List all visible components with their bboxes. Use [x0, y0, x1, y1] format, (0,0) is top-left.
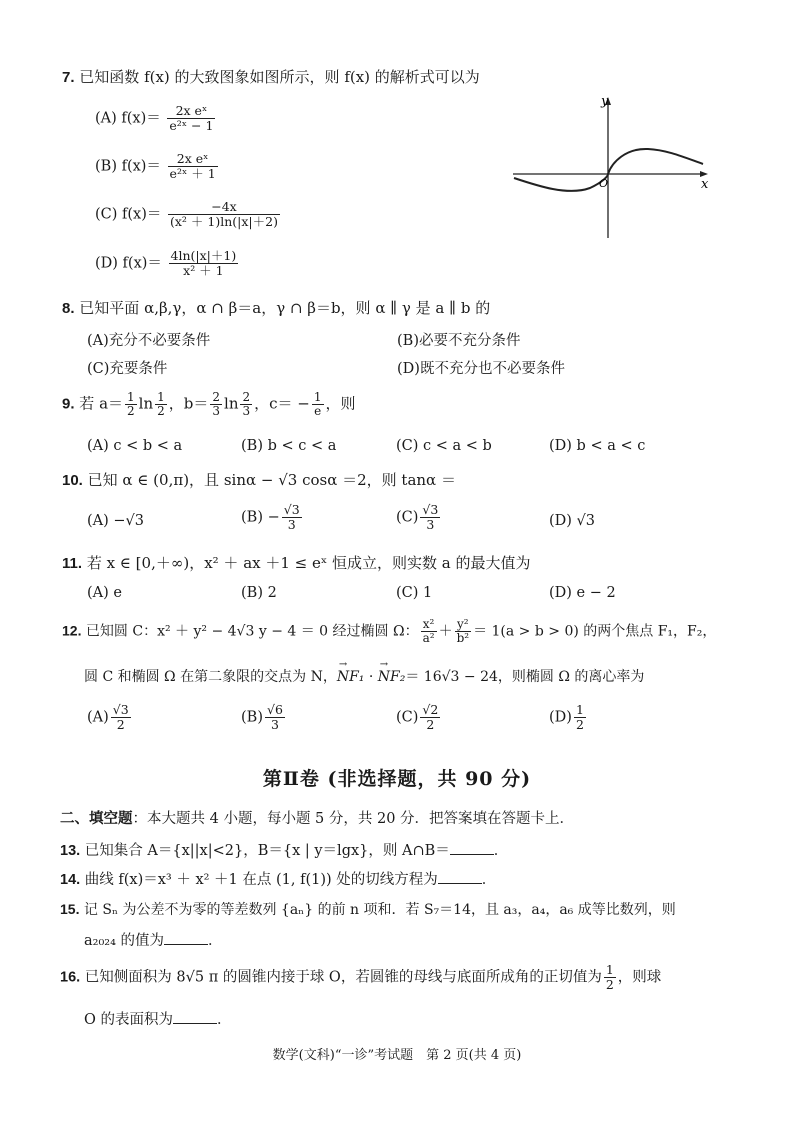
- q12-fx-den: a²: [422, 631, 435, 646]
- q12-plus: ＋: [438, 623, 453, 640]
- q9-number: 9.: [62, 395, 75, 413]
- q8-number: 8.: [62, 300, 75, 317]
- part2-heading: [60, 812, 574, 827]
- q7-option-b-num: 2x eˣ: [168, 152, 218, 167]
- y-axis-label: y: [601, 94, 609, 109]
- q8-option-d: (D)既不充分也不必要条件: [397, 361, 565, 377]
- q10-option-b-label: (B) −: [241, 509, 280, 526]
- q12-option-b-label: (B): [241, 709, 263, 726]
- q7-function-graph: [508, 92, 713, 242]
- q12-dot: ·: [364, 669, 378, 685]
- q14-text: 曲线 f(x)＝x³ ＋ x² ＋1 在点 (1, f(1)) 处的切线方程为: [84, 872, 438, 888]
- q16-frac-den: 2: [605, 976, 614, 992]
- q12-option-b: [241, 703, 287, 732]
- q9-frac2-num: 1: [157, 390, 165, 404]
- q9-option-a: (A) c < b < a: [87, 438, 183, 454]
- q15-answer-blank[interactable]: [164, 932, 208, 945]
- q9-frac5-num: 1: [313, 390, 322, 404]
- q9-option-b: (B) b < c < a: [241, 438, 337, 454]
- q12-vector-nf2: → NF₂: [378, 670, 406, 684]
- q10-option-c-num: √3: [422, 502, 439, 517]
- q7-stem: [62, 70, 480, 85]
- q15-end: ．: [208, 933, 223, 949]
- q7-number: 7.: [62, 69, 75, 86]
- q11-option-d: (D) e − 2: [549, 585, 616, 601]
- q12-option-d-num: 1: [575, 702, 584, 717]
- q10-option-d: (D) √3: [549, 513, 596, 529]
- q9-frac4-den: 3: [242, 404, 251, 419]
- q12-fy-num: y²: [455, 618, 472, 632]
- q9-ln2: ln: [224, 394, 239, 413]
- q10-option-a: (A) −√3: [87, 513, 145, 529]
- q16-text-b: ，则球: [617, 969, 662, 986]
- q9-option-d: (D) b < a < c: [549, 438, 646, 454]
- q12-number: 12.: [62, 622, 82, 639]
- q9-frac2-den: 2: [157, 404, 165, 419]
- q7-option-d: [95, 249, 240, 278]
- q10-text: 已知 α ∈ (0,π)，且 sinα − √3 cosα ＝2，则 tanα ＝: [87, 471, 456, 489]
- q8-option-c: (C)充要条件: [87, 361, 168, 377]
- q10-option-c: [396, 503, 442, 532]
- q13-end: ．: [493, 843, 509, 859]
- q7-option-c-num: −4x: [168, 200, 280, 215]
- q12-option-d-den: 2: [575, 716, 584, 732]
- q7-option-a: [95, 104, 217, 133]
- q12-option-a-den: 2: [116, 716, 125, 732]
- q16-frac-num: 1: [605, 962, 614, 977]
- q12-option-b-num: √6: [266, 702, 283, 717]
- q9-frac1-den: 2: [127, 404, 135, 419]
- q12-line1: [62, 618, 716, 645]
- q9-frac5-den: e: [314, 404, 322, 419]
- q9-frac3-num: 2: [212, 390, 221, 404]
- q8-option-a: (A)充分不必要条件: [87, 333, 211, 349]
- q11-option-b: (B) 2: [241, 585, 277, 601]
- q15-text-2: a₂₀₂₄ 的值为: [84, 933, 165, 949]
- q12-option-d-label: (D): [549, 709, 572, 726]
- q16-number: 16.: [60, 969, 81, 986]
- q14-number: 14.: [60, 872, 81, 888]
- q13-answer-blank[interactable]: [450, 842, 494, 855]
- q14: [60, 871, 496, 888]
- q7-option-c: [95, 200, 282, 229]
- q10-option-b: [241, 503, 304, 532]
- q10-stem: [62, 473, 456, 488]
- q9-ln1: ln: [138, 394, 154, 413]
- q9-frac4-num: 2: [242, 390, 251, 404]
- q7-text: 已知函数 f(x) 的大致图象如图所示，则 f(x) 的解析式可以为: [79, 68, 480, 86]
- q10-number: 10.: [62, 472, 83, 489]
- q8-option-b: (B)必要不充分条件: [397, 333, 521, 349]
- section-2-title: 第Ⅱ卷 (非选择题，共 90 分): [262, 768, 532, 790]
- q12-line2-a: 圆 C 和椭圆 Ω 在第二象限的交点为 N，: [84, 669, 337, 685]
- q7-option-c-label: (C) f(x)＝: [95, 206, 162, 223]
- q7-option-d-den: x² ＋ 1: [183, 262, 224, 278]
- q8-text: 已知平面 α,β,γ，α ∩ β＝a，γ ∩ β＝b，则 α ∥ γ 是 a ∥ b 的: [79, 299, 491, 317]
- q11-text: 若 x ∈ [0,＋∞)，x² ＋ ax ＋1 ≤ eˣ 恒成立，则实数 a 的最大值为: [86, 554, 531, 572]
- q10-option-c-label: (C): [396, 509, 419, 526]
- q13: [60, 842, 508, 859]
- q10-option-c-den: 3: [426, 516, 435, 532]
- q12-option-d: [549, 703, 588, 732]
- q9-option-c: (C) c < a < b: [396, 438, 492, 454]
- q7-option-b-den: e²ˣ ＋ 1: [169, 165, 216, 181]
- q7-option-c-den: (x² ＋ 1)ln(|x|＋2): [170, 213, 278, 229]
- part2-heading-desc: ：本大题共 4 小题，每小题 5 分，共 20 分．把答案填在答题卡上．: [132, 811, 575, 827]
- q7-option-a-den: e²ˣ − 1: [169, 117, 214, 133]
- q11-option-a: (A) e: [87, 585, 122, 601]
- q9-end: ，则: [325, 394, 356, 413]
- q11-number: 11.: [62, 555, 83, 572]
- q7-option-b: [95, 152, 220, 181]
- q9-c-def: ，c＝ −: [254, 394, 310, 413]
- q7-option-b-label: (B) f(x)＝: [95, 158, 161, 175]
- part2-heading-label: 二、填空题: [60, 811, 133, 827]
- q16-line2: [84, 1011, 232, 1028]
- q16-text-2: O 的表面积为: [84, 1012, 173, 1028]
- q11-stem: [62, 556, 531, 571]
- page-footer: 数学(文科)“一诊”考试题 第 2 页(共 4 页): [272, 1048, 522, 1063]
- q15-line1: [60, 902, 676, 917]
- q7-option-d-num: 4ln(|x|＋1): [170, 248, 237, 263]
- q12-line2-b: ＝ 16√3 − 24，则椭圆 Ω 的离心率为: [405, 669, 645, 685]
- q12-option-c-num: √2: [422, 702, 439, 717]
- q8-stem: [62, 301, 490, 316]
- q16-line1: [60, 963, 661, 992]
- q16-answer-blank[interactable]: [173, 1011, 217, 1024]
- q15-text: 记 Sₙ 为公差不为零的等差数列 {aₙ} 的前 n 项和．若 S₇＝14，且 a₃，a₄，a₆ 成等比数列，则: [83, 902, 676, 918]
- q13-number: 13.: [60, 843, 81, 859]
- q16-text: 已知侧面积为 8√5 π 的圆锥内接于球 O，若圆锥的母线与底面所成角的正切值为: [84, 969, 602, 986]
- q10-option-b-den: 3: [287, 516, 296, 532]
- q12-option-c-den: 2: [426, 716, 435, 732]
- q12-line1-b: ＝ 1(a > b > 0) 的两个焦点 F₁，F₂，: [473, 623, 717, 640]
- q16-end: ．: [217, 1012, 232, 1028]
- q7-option-a-num: 2x eˣ: [167, 104, 215, 119]
- q12-option-c: [396, 703, 442, 732]
- q12-option-a-num: √3: [112, 702, 129, 717]
- q14-answer-blank[interactable]: [438, 871, 482, 884]
- q9-frac3-den: 3: [212, 404, 221, 419]
- q9-frac1-num: 1: [127, 390, 135, 404]
- q7-option-d-label: (D) f(x)＝: [95, 255, 162, 272]
- q14-end: ．: [481, 872, 497, 888]
- q12-option-c-label: (C): [396, 709, 419, 726]
- q12-fx-num: x²: [421, 618, 437, 632]
- q12-option-a-label: (A): [87, 709, 109, 726]
- q12-line1-a: 已知圆 C：x² ＋ y² − 4√3 y − 4 ＝ 0 经过椭圆 Ω：: [85, 623, 419, 640]
- q9-stem: [62, 391, 356, 418]
- q12-option-a: [87, 703, 133, 732]
- q12-fy-den: b²: [456, 631, 470, 646]
- q10-option-b-num: √3: [283, 502, 300, 517]
- q12-line2: [84, 670, 644, 684]
- q15-number: 15.: [60, 901, 80, 917]
- q7-option-a-label: (A) f(x)＝: [95, 110, 161, 127]
- q13-text: 已知集合 A＝{x||x|<2}，B＝{x | y＝lgx}，则 A∩B＝: [84, 843, 450, 859]
- q15-line2: [84, 932, 223, 949]
- q9-mid: ，b＝: [168, 394, 209, 413]
- q11-option-c: (C) 1: [396, 585, 433, 601]
- q12-option-b-den: 3: [270, 716, 279, 732]
- origin-label: O: [599, 177, 609, 190]
- q12-vector-nf1: → NF₁: [337, 670, 365, 684]
- x-axis-label: x: [701, 177, 709, 192]
- q9-prefix: 若 a＝: [79, 394, 124, 413]
